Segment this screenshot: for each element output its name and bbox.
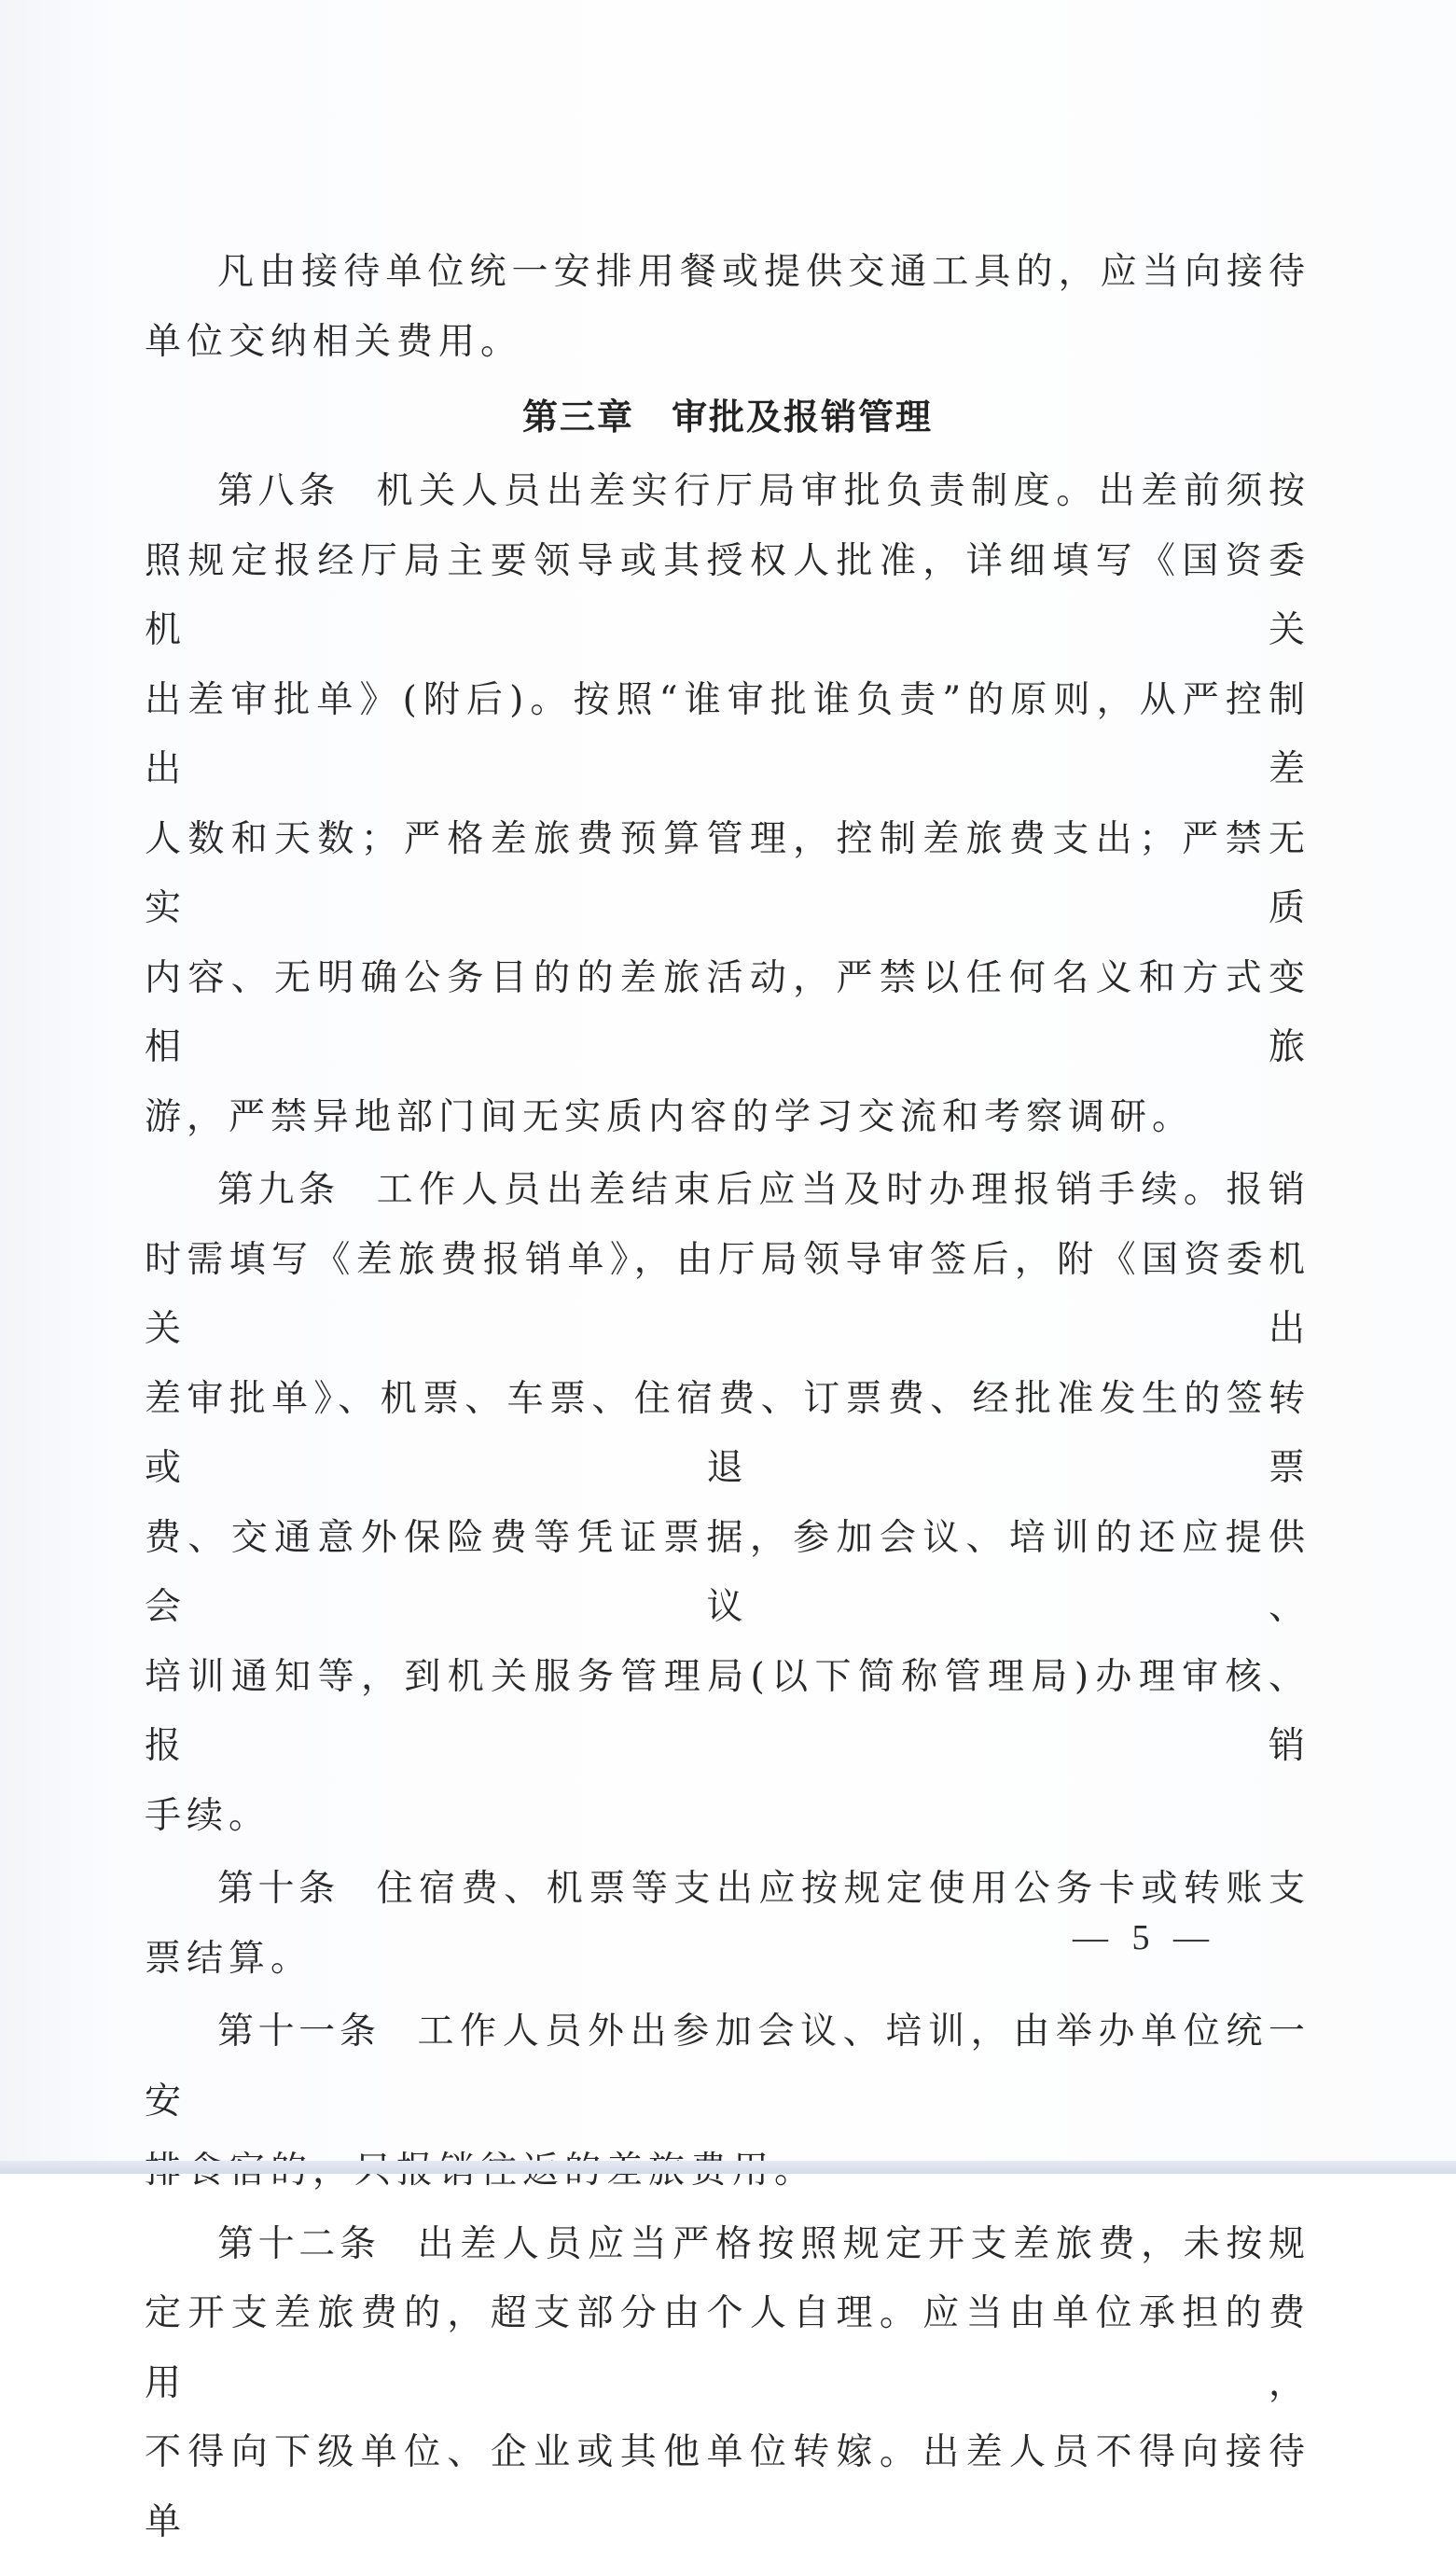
line: 机关人员出差实行厅局审批负责制度。出差前须按: [376, 470, 1310, 512]
article-line: [145, 2418, 1310, 2557]
line: 人数和天数；严格差旅费预算管理，控制差旅费支出；严禁无实质: [145, 817, 1310, 929]
article-line: [145, 1997, 1310, 2136]
article-line: [145, 1504, 1310, 1643]
line: 差审批单》、机票、车票、住宿费、订票费、经批准发生的签转或退票: [145, 1377, 1310, 1489]
article-line: [145, 2279, 1310, 2418]
line: 票结算。: [145, 1937, 313, 1980]
line: 不得向下级单位、企业或其他单位转嫁。出差人员不得向接待单: [145, 2431, 1310, 2543]
article-12: [145, 2210, 1310, 2558]
line: 培训通知等，到机关服务管理局(以下简称管理局)办理审核、报销: [145, 1655, 1310, 1767]
article-9: [145, 1156, 1310, 1851]
article-line: [145, 1365, 1310, 1504]
chapter-heading: [145, 381, 1310, 453]
article-number: 第十一条: [217, 2011, 381, 2053]
line: 内容、无明确公务目的的差旅活动，严禁以任何名义和方式变相旅: [145, 956, 1310, 1068]
article-line: [145, 1643, 1310, 1782]
line: 工作人员外出参加会议、培训，由举办单位统一安: [145, 2011, 1310, 2123]
article-number: 第十二条: [217, 2222, 381, 2265]
line: 手续。: [145, 1794, 271, 1837]
line: 定开支差旅费的，超支部分由个人自理。应当由单位承担的费用，: [145, 2292, 1310, 2404]
line: 出差人员应当严格按照规定开支差旅费，未按规: [417, 2222, 1310, 2265]
line: 游，严禁异地部门间无实质内容的学习交流和考察调研。: [145, 1095, 1195, 1138]
article-line: [145, 2210, 1310, 2280]
article-11: [145, 1997, 1310, 2206]
article-line: [145, 1083, 1310, 1153]
article-line: [145, 527, 1310, 666]
paragraph-reception-fees-cont: [145, 308, 1310, 378]
article-line: [145, 1782, 1310, 1852]
article-line: [145, 805, 1310, 944]
line: 工作人员出差结束后应当及时办理报销手续。报销: [376, 1169, 1310, 1211]
article-number: 第十条: [217, 1868, 340, 1910]
document-body: [145, 238, 1310, 2561]
chapter-title: 审批及报销管理: [672, 397, 934, 438]
page-number: — 5 —: [1073, 1918, 1216, 1957]
article-line: [145, 944, 1310, 1083]
line: 照规定报经厅局主要领导或其授权人批准，详细填写《国资委机关: [145, 539, 1310, 651]
article-number: 第八条: [217, 470, 340, 512]
article-line: [145, 1855, 1310, 1925]
line: 费、交通意外保险费等凭证票据，参加会议、培训的还应提供会议、: [145, 1516, 1310, 1628]
article-number: 第九条: [217, 1169, 340, 1211]
paragraph-reception-fees: [145, 238, 1310, 308]
line: 住宿费、机票等支出应按规定使用公务卡或转账支: [376, 1868, 1310, 1910]
line: 单位交纳相关费用。: [145, 320, 523, 363]
article-line: [145, 1226, 1310, 1365]
line: 出差审批单》(附后)。按照“谁审批谁负责”的原则，从严控制出差: [145, 678, 1310, 790]
line: 时需填写《差旅费报销单》，由厅局领导审签后，附《国资委机关出: [145, 1238, 1310, 1350]
article-line: [145, 1156, 1310, 1226]
article-line: [145, 666, 1310, 805]
chapter-number: 第三章: [521, 397, 634, 438]
scan-edge: [0, 2161, 1456, 2174]
article-line: [145, 457, 1310, 527]
article-8: [145, 457, 1310, 1152]
line: 凡由接待单位统一安排用餐或提供交通工具的，应当向接待: [217, 251, 1310, 293]
